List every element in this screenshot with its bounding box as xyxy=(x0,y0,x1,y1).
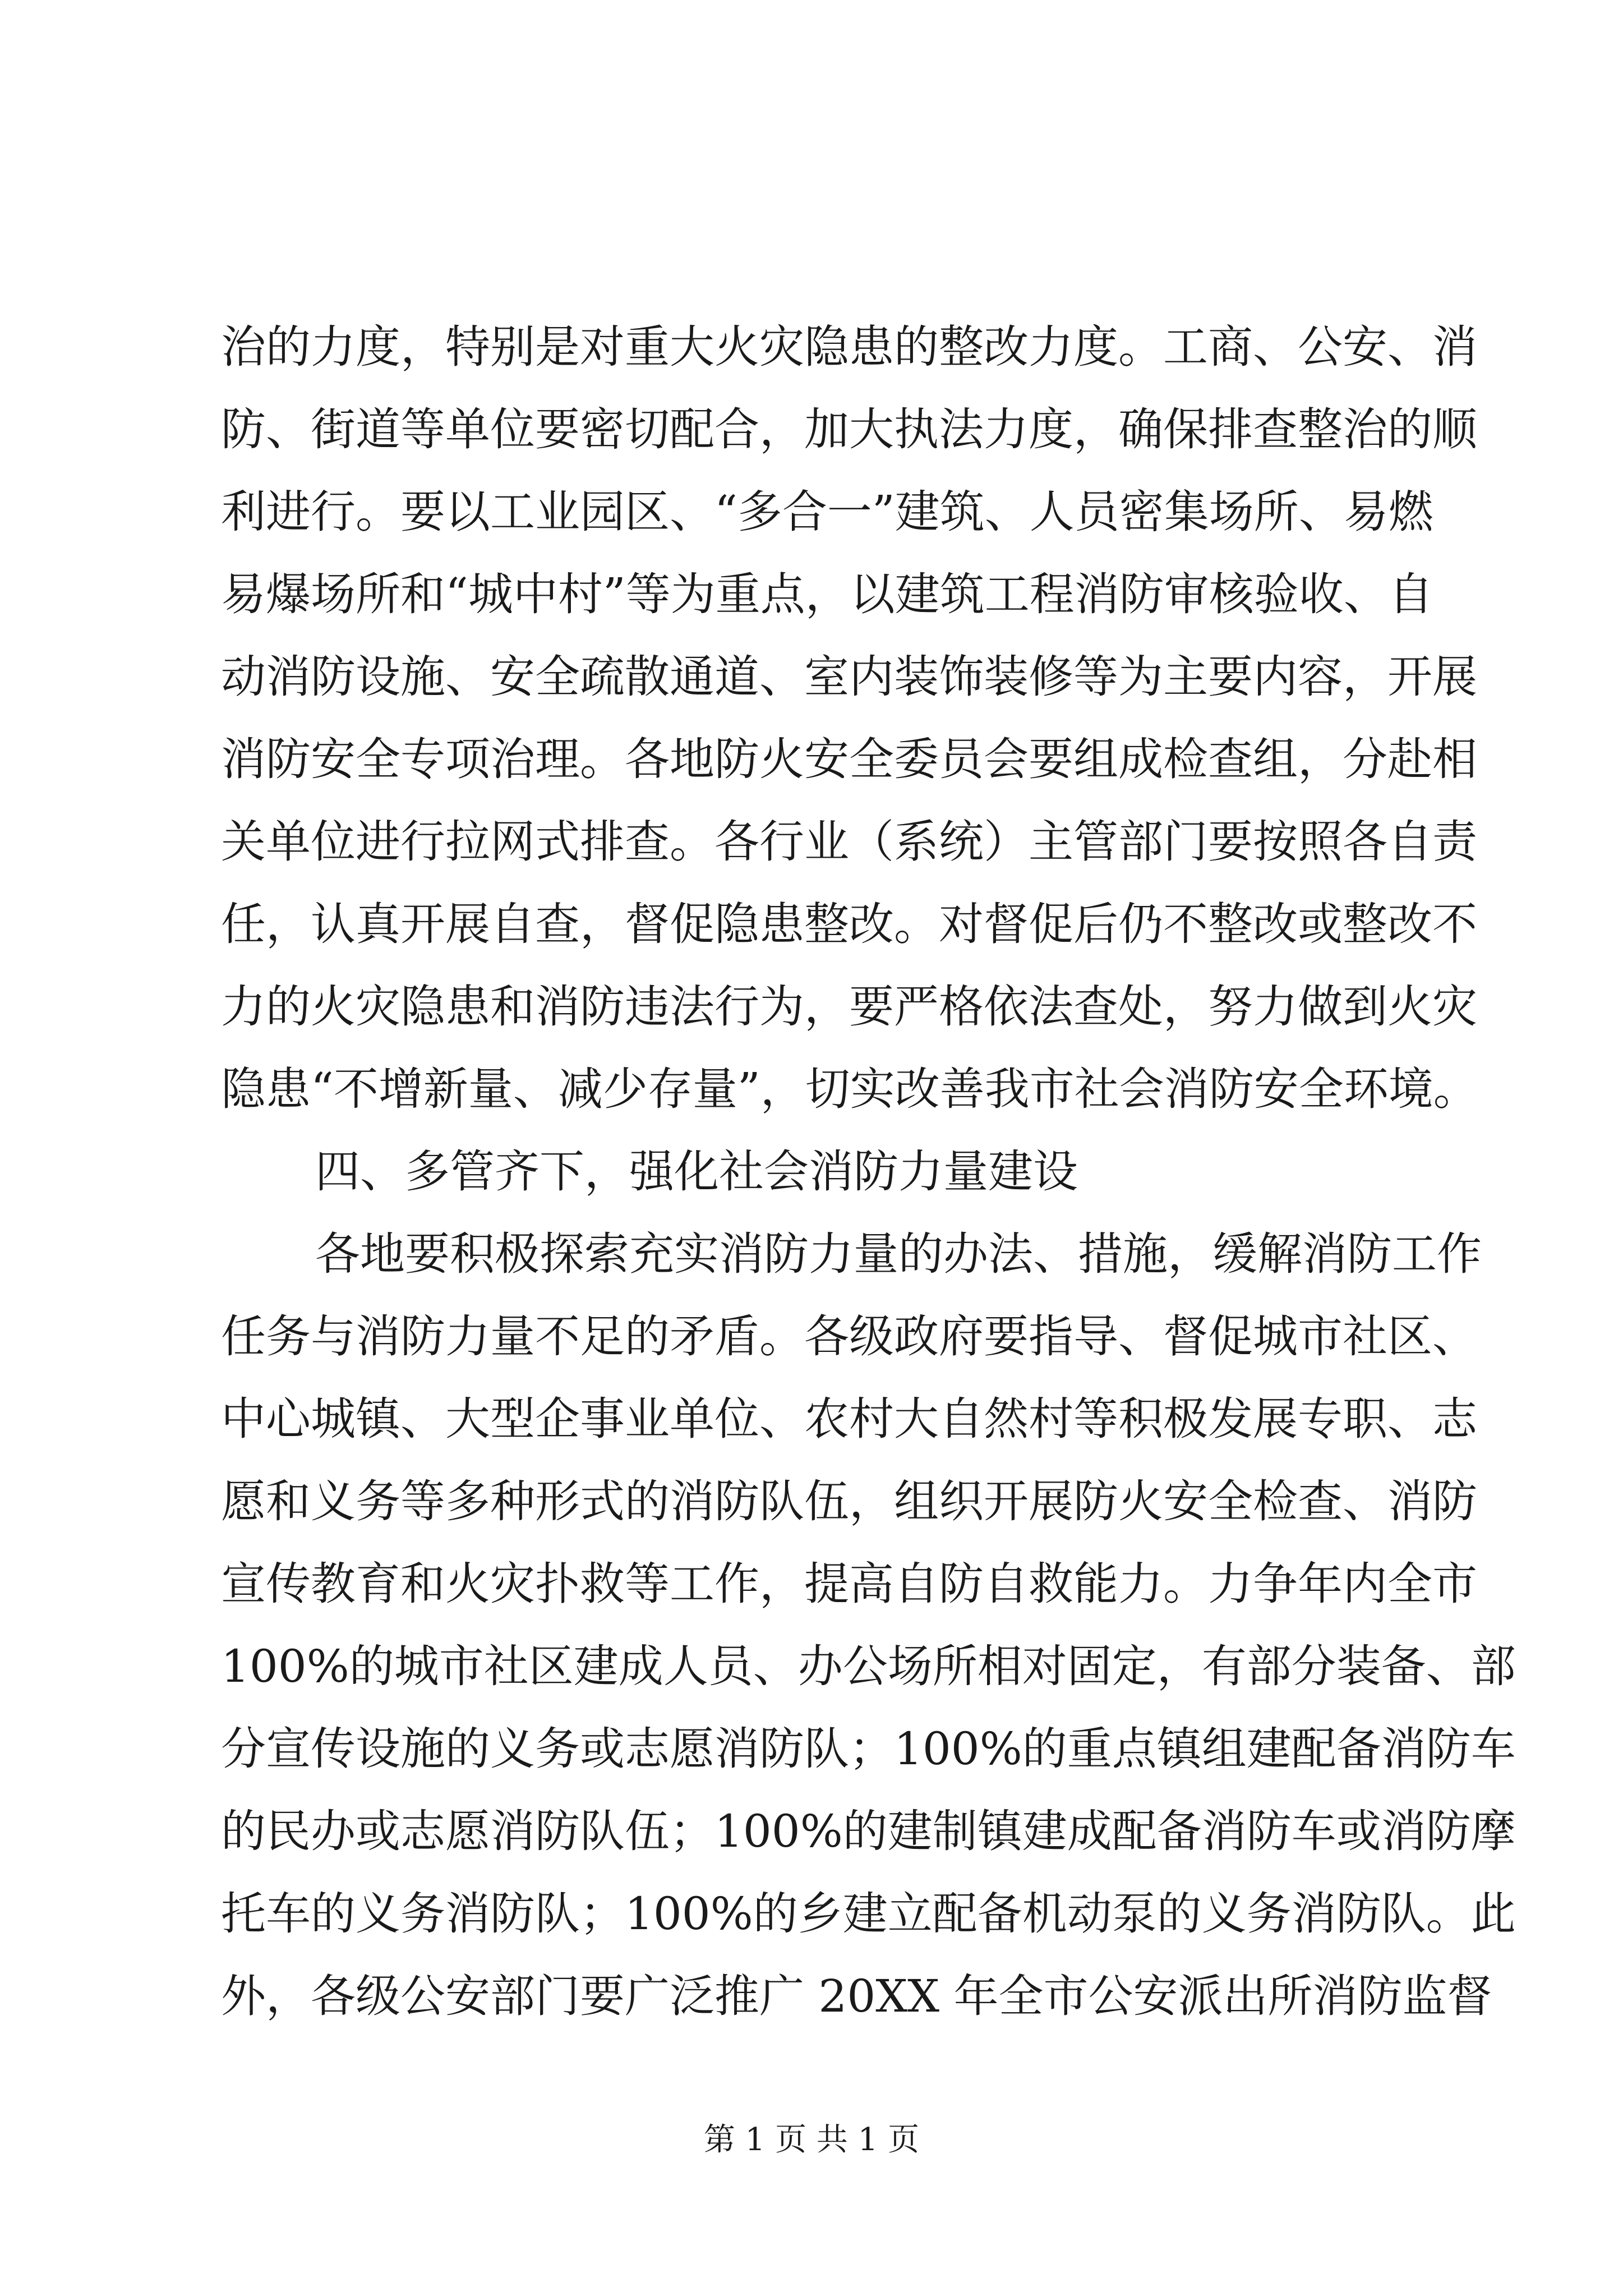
paragraph-line: 宣传教育和火灾扑救等工作，提高自防自救能力。力争年内全市 xyxy=(221,1558,1477,1610)
paragraph-line: 任务与消防力量不足的矛盾。各级政府要指导、督促城市社区、 xyxy=(221,1310,1477,1363)
paragraph-line: 任，认真开展自查，督促隐患整改。对督促后仍不整改或整改不 xyxy=(221,898,1477,950)
paragraph-line: 外，各级公安部门要广泛推广 20XX 年全市公安派出所消防监督 xyxy=(221,1970,1492,2022)
paragraph-line: 动消防设施、安全疏散通道、室内装饰装修等为主要内容，开展 xyxy=(221,651,1477,703)
page-number-footer: 第 1 页 共 1 页 xyxy=(703,2122,920,2158)
paragraph-line: 利进行。要以工业园区、“多合一”建筑、人员密集场所、易燃 xyxy=(221,486,1433,538)
paragraph-line: 治的力度，特别是对重大火灾隐患的整改力度。工商、公安、消 xyxy=(221,321,1477,373)
paragraph-line: 隐患“不增新量、减少存量”，切实改善我市社会消防安全环境。 xyxy=(221,1063,1478,1115)
paragraph-line: 分宣传设施的义务或志愿消防队；100%的重点镇组建配备消防车 xyxy=(221,1723,1516,1775)
paragraph-line: 托车的义务消防队；100%的乡建立配备机动泵的义务消防队。此 xyxy=(221,1888,1516,1940)
paragraph-line: 中心城镇、大型企事业单位、农村大自然村等积极发展专职、志 xyxy=(221,1393,1477,1445)
section-heading: 四、多管齐下，强化社会消防力量建设 xyxy=(315,1145,1078,1198)
paragraph-line: 关单位进行拉网式排查。各行业（系统）主管部门要按照各自责 xyxy=(221,816,1477,868)
paragraph-line: 100%的城市社区建成人员、办公场所相对固定，有部分装备、部 xyxy=(221,1640,1516,1692)
paragraph-line: 防、街道等单位要密切配合，加大执法力度，确保排查整治的顺 xyxy=(221,403,1477,455)
paragraph-line: 愿和义务等多种形式的消防队伍，组织开展防火安全检查、消防 xyxy=(221,1475,1477,1527)
paragraph-line: 消防安全专项治理。各地防火安全委员会要组成检查组，分赴相 xyxy=(221,733,1477,785)
paragraph-line: 易爆场所和“城中村”等为重点，以建筑工程消防审核验收、自 xyxy=(221,568,1433,620)
paragraph-line: 力的火灾隐患和消防违法行为，要严格依法查处，努力做到火灾 xyxy=(221,981,1477,1033)
body-text xyxy=(221,306,1516,2037)
paragraph-line: 各地要积极探索充实消防力量的办法、措施，缓解消防工作 xyxy=(315,1228,1482,1280)
paragraph-line: 的民办或志愿消防队伍；100%的建制镇建成配备消防车或消防摩 xyxy=(221,1805,1516,1857)
